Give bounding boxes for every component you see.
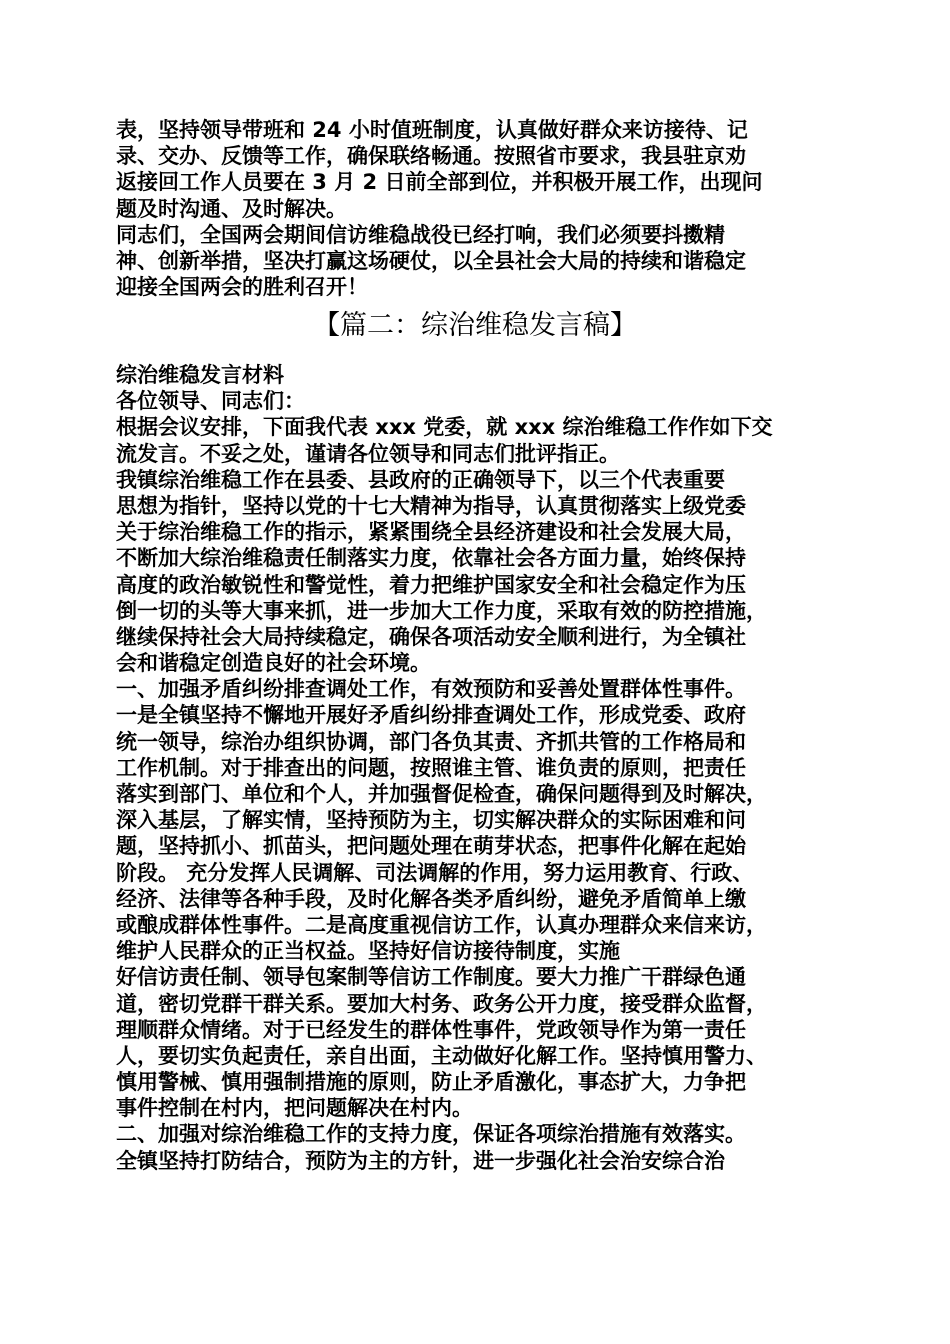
intro-line: 录、交办、反馈等工作，确保联络畅通。按照省市要求，我县驻京劝: [116, 144, 746, 169]
body-line: 经济、法律等各种手段，及时化解各类矛盾纠纷，避免矛盾简单上缴: [116, 886, 746, 911]
body-line: 二、加强对综治维稳工作的支持力度，保证各项综治措施有效落实。: [116, 1122, 746, 1147]
body-line: 慎用警械、慎用强制措施的原则，防止矛盾激化，事态扩大，力争把: [116, 1070, 746, 1095]
body-line: 高度的政治敏锐性和警觉性，着力把维护国家安全和社会稳定作为压: [116, 572, 746, 597]
intro-paragraphs: [116, 117, 844, 300]
body-line: 或酿成群体性事件。二是高度重视信访工作，认真办理群众来信来访，: [116, 912, 767, 937]
body-line: 一是全镇坚持不懈地开展好矛盾纠纷排查调处工作，形成党委、政府: [116, 703, 746, 728]
body-line: 人，要切实负起责任，亲自出面，主动做好化解工作。坚持慎用警力、: [116, 1043, 767, 1068]
intro-line: 神、创新举措，坚决打赢这场硬仗，以全县社会大局的持续和谐稳定: [116, 248, 746, 273]
body-line: 落实到部门、单位和个人，并加强督促检查，确保问题得到及时解决，: [116, 782, 767, 806]
body-line: 一、加强矛盾纠纷排查调处工作，有效预防和妥善处置群体性事件。: [116, 677, 746, 702]
body-line: 阶段。 充分发挥人民调解、司法调解的作用，努力运用教育、行政、: [116, 860, 754, 885]
intro-line: 同志们，全国两会期间信访维稳战役已经打响，我们必须要抖擞精: [116, 222, 725, 247]
body-line: 继续保持社会大局持续稳定，确保各项活动安全顺利进行，为全镇社: [116, 624, 746, 649]
body-line: 根据会议安排，下面我代表 xxx 党委，就 xxx 综治维稳工作作如下交: [116, 415, 773, 440]
body-line: 倒一切的头等大事来抓，进一步加大工作力度，采取有效的防控措施，: [116, 598, 767, 623]
body-line: 维护人民群众的正当权益。坚持好信访接待制度，实施: [116, 939, 620, 964]
body-line: 好信访责任制、领导包案制等信访工作制度。要大力推广干群绿色通: [116, 965, 746, 990]
body-line: 思想为指针，坚持以党的十七大精神为指导，认真贯彻落实上级党委: [116, 493, 746, 518]
body-line: 统一领导，综治办组织协调，部门各负其责、齐抓共管的工作格局和: [116, 729, 746, 754]
body-line: 流发言。不妥之处，谨请各位领导和同志们批评指正。: [116, 441, 620, 466]
body-line: 关于综治维稳工作的指示，紧紧围绕全县经济建设和社会发展大局，: [116, 520, 746, 545]
body-line: 理顺群众情绪。对于已经发生的群体性事件，党政领导作为第一责任: [116, 1017, 746, 1042]
intro-line: 返接回工作人员要在 3 月 2 日前全部到位，并积极开展工作，出现问: [116, 170, 763, 195]
body-line: 工作机制。对于排查出的问题，按照谁主管、谁负责的原则，把责任: [116, 755, 746, 780]
body-line: 深入基层，了解实情，坚持预防为主，切实解决群众的实际困难和问: [116, 808, 746, 833]
body-line: 各位领导、同志们：: [116, 389, 305, 414]
body-line: 不断加大综治维稳责任制落实力度，依靠社会各方面力量，始终保持: [116, 546, 746, 571]
body-paragraphs: [116, 362, 844, 1174]
body-line: 综治维稳发言材料: [116, 363, 284, 387]
intro-line: 题及时沟通、及时解决。: [116, 196, 347, 221]
section-heading: 【篇二：综治维稳发言稿】: [313, 310, 637, 341]
body-line: 会和谐稳定创造良好的社会环境。: [116, 651, 431, 676]
intro-line: 表，坚持领导带班和 24 小时值班制度，认真做好群众来访接待、记: [116, 118, 748, 142]
body-line: 全镇坚持打防结合，预防为主的方针，进一步强化社会治安综合治: [116, 1148, 725, 1173]
intro-line: 迎接全国两会的胜利召开！: [116, 275, 368, 300]
body-line: 题，坚持抓小、抓苗头，把问题处理在萌芽状态，把事件化解在起始: [116, 834, 746, 859]
body-line: 道，密切党群干群关系。要加大村务、政务公开力度，接受群众监督，: [116, 991, 767, 1016]
body-line: 事件控制在村内，把问题解决在村内。: [116, 1096, 473, 1121]
body-line: 我镇综治维稳工作在县委、县政府的正确领导下，以三个代表重要: [116, 467, 725, 492]
